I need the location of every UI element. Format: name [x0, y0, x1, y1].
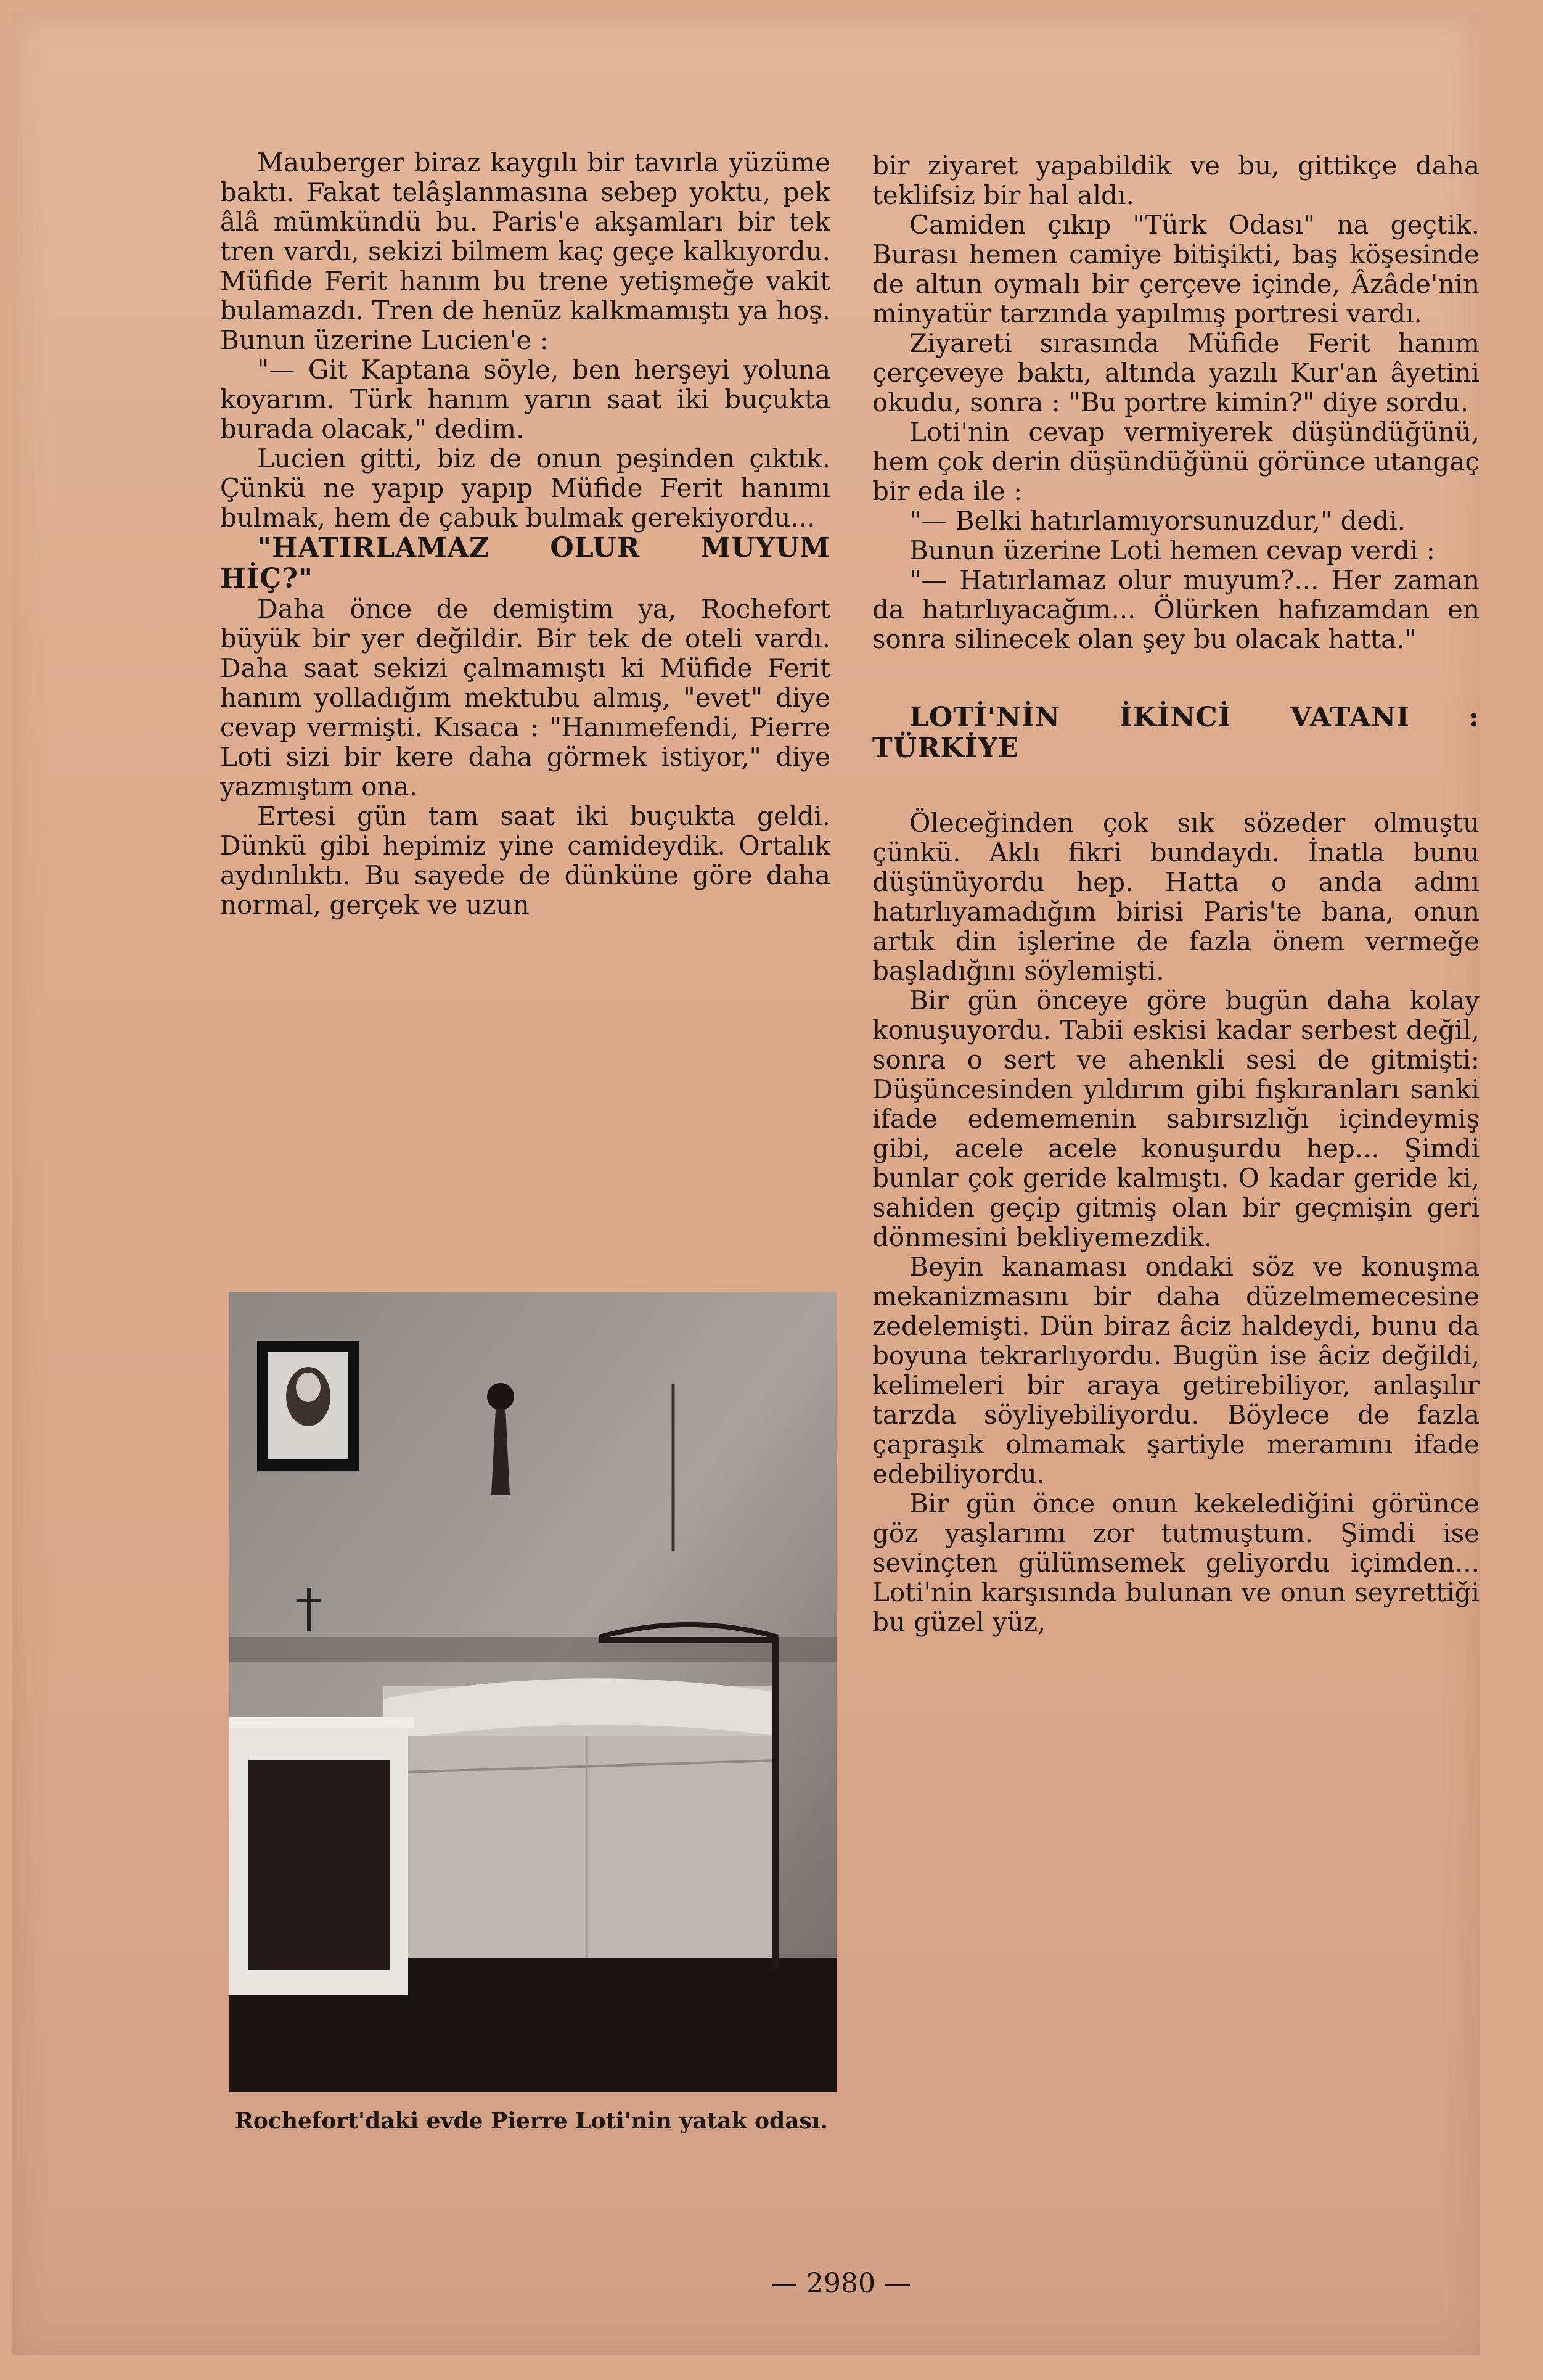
left-column: [220, 148, 830, 920]
paragraph: Camiden çıkıp "Türk Odası" na geçtik. Burası hemen camiye bitişikti, baş köşesinde de altun oymalı bir çerçeve içinde, Âzâde'nin minyatür tarzında yapılmış portresi vardı.: [872, 210, 1480, 329]
paragraph: bir ziyaret yapabildik ve bu, gittikçe daha teklifsiz bir hal aldı.: [872, 150, 1480, 210]
right-column: [872, 151, 1480, 1637]
paragraph: "— Belki hatırlamıyorsunuzdur," dedi.: [909, 506, 1406, 536]
paragraph: Lucien gitti, biz de onun peşinden çıktık. Çünkü ne yapıp yapıp Müfide Ferit hanımı bulmak, hem de çabuk bulmak gerekiyordu...: [220, 443, 830, 533]
paragraph: Daha önce de demiştim ya, Rochefort büyük bir yer değildir. Bir tek de oteli vardı. Daha saat sekizi çalmamıştı ki Müfide Ferit hanım yolladığım mektubu almış, "evet" diye cevap vermişti. Kısaca : "Hanımefendi, Pierre Loti sizi bir kere daha görmek istiyor," diye yazmıştım ona.: [220, 594, 830, 802]
paragraph: Mauberger biraz kaygılı bir tavırla yüzüme baktı. Fakat telâşlanmasına sebep yoktu, pek âlâ mümkündü bu. Paris'e akşamları bir tek tren vardı, sekizi bilmem kaç geçe kalkıyordu. Müfide Ferit hanım bu trene yetişmeğe vakit bulamazdı. Tren de henüz kalkmamıştı ya hoş. Bunun üzerine Lucien'e :: [220, 147, 830, 355]
bedroom-photo-drawing: [229, 1292, 837, 2092]
paragraph: "— Git Kaptana söyle, ben herşeyi yoluna koyarım. Türk hanım yarın saat iki buçukta burada olacak," dedim.: [220, 355, 830, 444]
paragraph: "— Hatırlamaz olur muyum?... Her zaman da hatırlıyacağım... Ölürken hafızamdan en sonra silinecek olan şey bu olacak hatta.": [872, 565, 1480, 654]
paragraph: Bir gün önce onun kekelediğini görünce göz yaşlarımı zor tutmuştum. Şimdi ise sevinçten gülümsemek geliyordu içimden... Loti'nin karşısında bulunan ve onun seyrettiği bu güzel yüz,: [872, 1488, 1480, 1637]
section-heading: "HATIRLAMAZ OLUR MUYUM HİÇ?": [220, 532, 830, 594]
page-number: — 2980 —: [771, 2268, 911, 2299]
paragraph: Öleceğinden çok sık sözeder olmuştu çünkü. Aklı fikri bundaydı. İnatla bunu düşünüyordu hep. Hatta o anda adını hatırlıyamadığım birisi Paris'te bana, onun artık din işlerine de fazla önem vermeğe başladığını söylemişti.: [872, 808, 1480, 986]
framed-portrait: [257, 1341, 359, 1471]
bedroom-photo: [229, 1292, 837, 2092]
nightstand: [229, 1717, 414, 1995]
paragraph: Ertesi gün tam saat iki buçukta geldi. Dünkü gibi hepimiz yine camideydik. Ortalık aydınlıktı. Bu sayede de dünküne göre daha normal, gerçek ve uzun: [220, 801, 830, 920]
paragraph: Bunun üzerine Loti hemen cevap verdi :: [909, 535, 1435, 565]
paragraph: Bir gün önceye göre bugün daha kolay konuşuyordu. Tabii eskisi kadar serbest değil, sonra o sert ve ahenkli sesi de gitmişti: Düşüncesinden yıldırım gibi fışkıranları sanki ifade edememenin sabırsızlığı içindeymiş gibi, acele acele konuşurdu hep... Şimdi bunlar çok geride kalmıştı. O kadar geride ki, sahiden geçip gitmiş olan bir geçmişin geri dönmesini bekliyemezdik.: [872, 985, 1480, 1252]
paragraph: Ziyareti sırasında Müfide Ferit hanım çerçeveye baktı, altında yazılı Kur'an âyetini okudu, sonra : "Bu portre kimin?" diye sordu.: [872, 328, 1480, 417]
section-heading: LOTİ'NİN İKİNCİ VATANI : TÜRKİYE: [872, 702, 1480, 764]
paragraph: Beyin kanaması ondaki söz ve konuşma mekanizmasını bir daha düzelmemecesine zedelemişti. Dün biraz âciz haldeydi, bunu da boyuna tekrarlıyordu. Bugün ise âciz değildi, kelimeleri bir araya getirebiliyor, anlaşılır tarzda söyliyebiliyordu. Böylece de fazla çapraşık olmamak şartiyle meramını ifade edebiliyordu.: [872, 1252, 1480, 1489]
photo-caption: Rochefort'daki evde Pierre Loti'nin yatak odası.: [234, 2108, 828, 2134]
paragraph: Loti'nin cevap vermiyerek düşündüğünü, hem çok derin düşündüğünü görünce utangaç bir eda ile :: [872, 417, 1480, 506]
